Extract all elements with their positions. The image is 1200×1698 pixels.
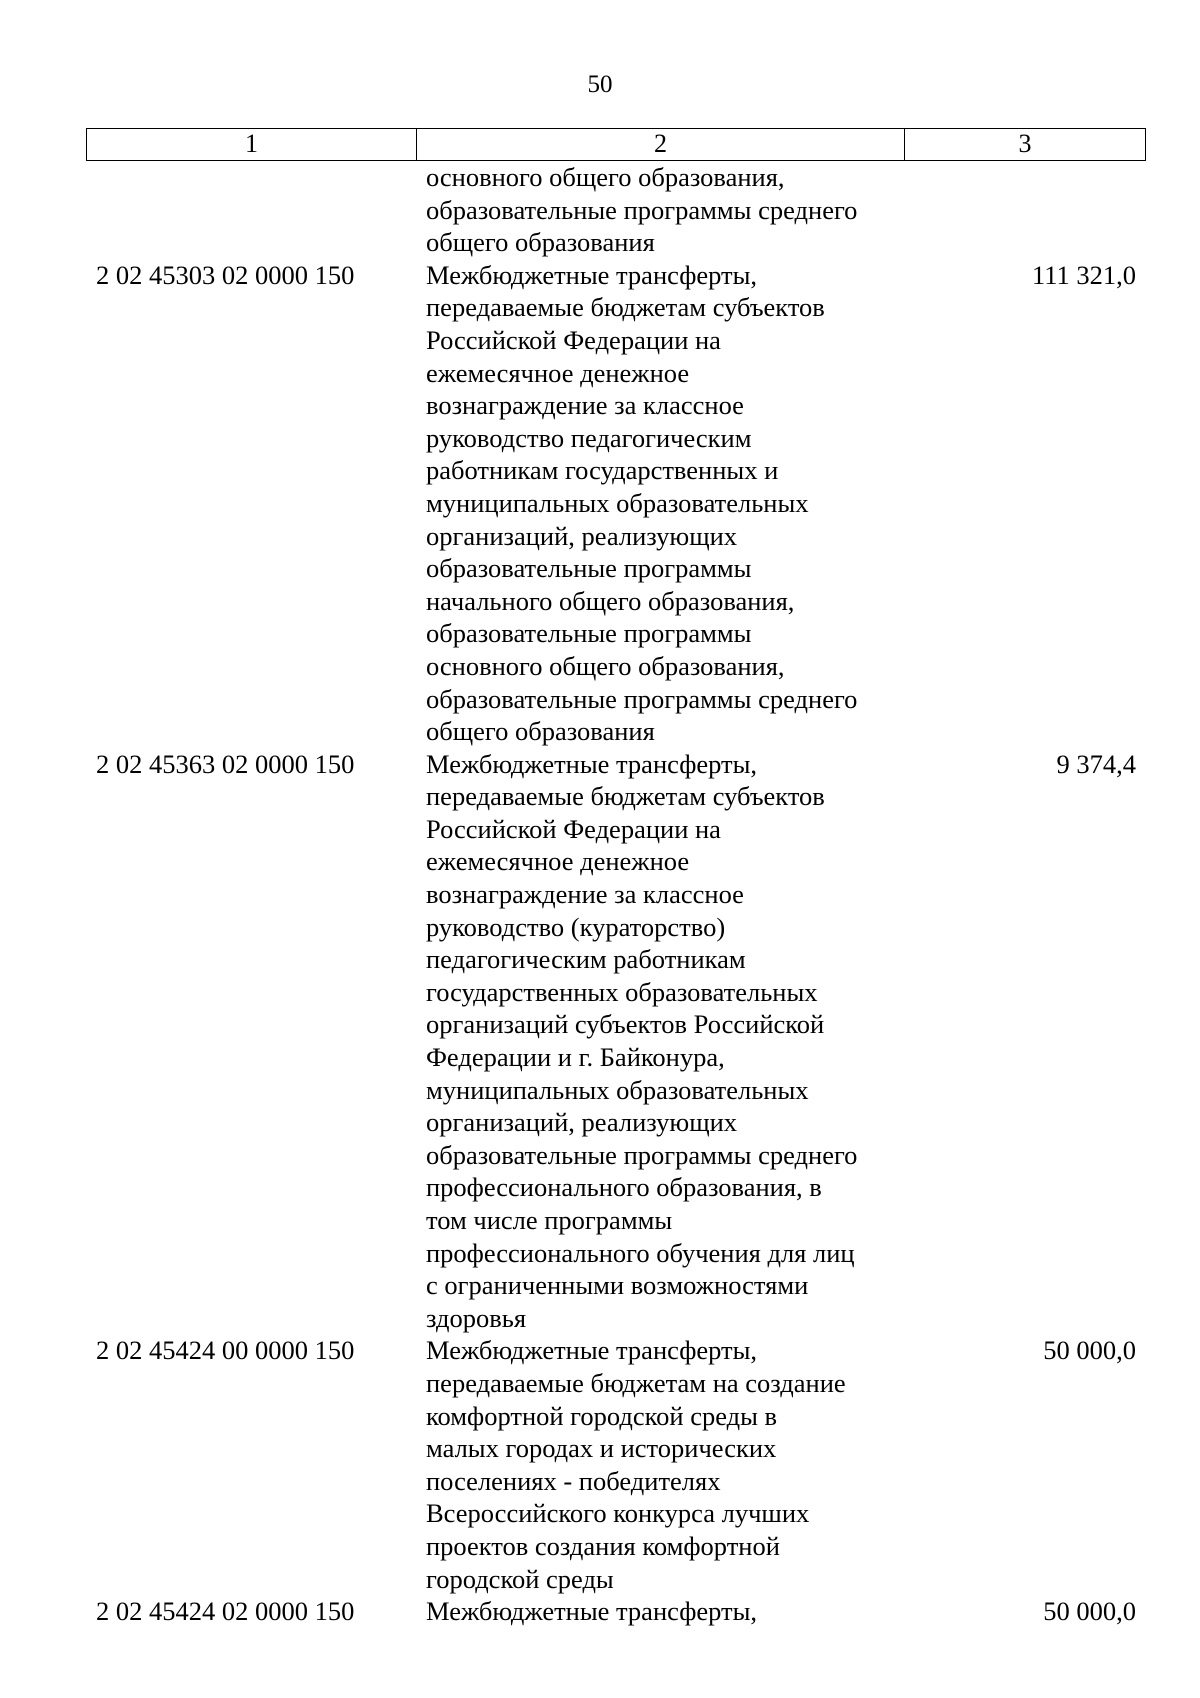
table-row (86, 1334, 1146, 1595)
row-amount: 50 000,0 (1043, 1335, 1136, 1366)
budget-code: 2 02 45303 02 0000 150 (96, 259, 355, 290)
row-description: Межбюджетные трансферты, передаваемые бюджетам на создание комфортной городской среды в малых городах и исторических поселениях - победителях Всероссийского конкурса лучших проектов создания комфортной городской среды (426, 1335, 846, 1594)
table-row (86, 748, 1146, 1335)
table-row (86, 259, 1146, 748)
table-header (86, 128, 1146, 161)
budget-code: 2 02 45363 02 0000 150 (96, 748, 355, 779)
row-amount: 9 374,4 (1056, 748, 1136, 779)
budget-code: 2 02 45424 02 0000 150 (96, 1596, 355, 1627)
table-body (86, 161, 1146, 1628)
header-col-1: 1 (87, 129, 417, 160)
row-amount: 50 000,0 (1043, 1596, 1136, 1627)
page-number: 50 (587, 71, 613, 98)
budget-code: 2 02 45424 00 0000 150 (96, 1335, 355, 1366)
row-description: Межбюджетные трансферты, (426, 1596, 758, 1627)
continued-description: основного общего образования, образовательные программы среднего общего образования (426, 162, 858, 258)
row-description: Межбюджетные трансферты, передаваемые бюджетам субъектов Российской Федерации на ежемесячное денежное вознаграждение за классное руководство (кураторство) педагогическим работникам государственных образовательных организаций субъектов Российской Федерации и г. Байконура, муниципальных образовательных организаций, реализующих образовательные программы среднего профессионального образования, в том числе программы профессионального обучения для лиц с ограниченными возможностями здоровья (426, 748, 858, 1333)
row-description: Межбюджетные трансферты, передаваемые бюджетам субъектов Российской Федерации на ежемесячное денежное вознаграждение за классное руководство педагогическим работникам государственных и муниципальных образовательных организаций, реализующих образовательные программы начального общего образования, образовательные программы основного общего образования, образовательные программы среднего общего образования (426, 259, 858, 747)
row-amount: 111 321,0 (1031, 259, 1136, 290)
table-row (86, 1595, 1146, 1628)
header-col-3: 3 (1018, 129, 1032, 158)
header-col-2: 2 (417, 129, 905, 160)
